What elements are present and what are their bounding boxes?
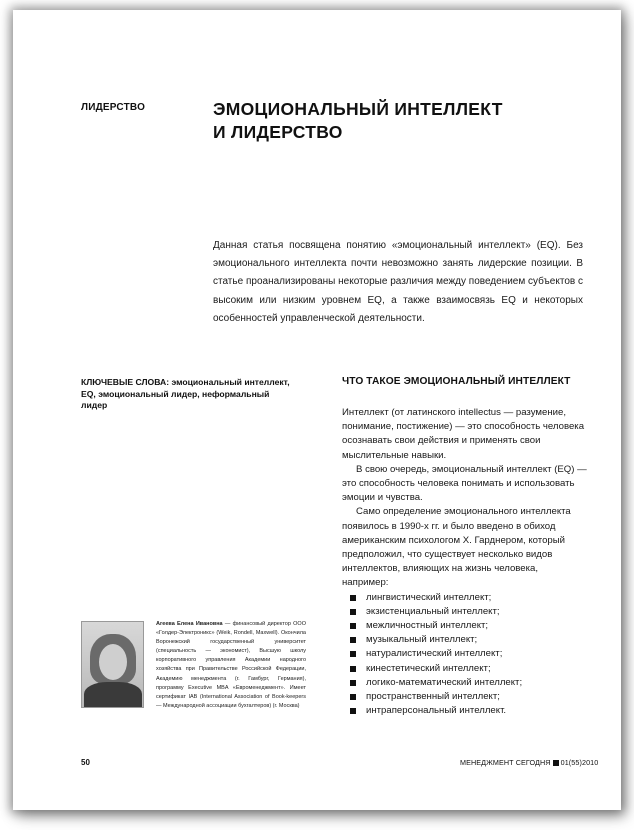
article-abstract: Данная статья посвящена понятию «эмоциональный интеллект» (EQ). Без эмоционального интеллекта почти невозможно занять лидерские позиции. В статье проанализированы некоторые различия между поведением субъектов с высоким или низким уровнем EQ, а также взаимосвязь EQ и некоторых особенностей управленческой деятельности. [213,240,583,324]
journal-name: МЕНЕДЖМЕНТ СЕГОДНЯ [460,758,551,767]
list-item: лингвистический интеллект; [350,591,587,605]
author-bio [156,620,306,711]
keywords-label: КЛЮЧЕВЫЕ СЛОВА: [81,377,170,387]
list-item: пространственный интеллект; [350,690,587,704]
author-photo [81,621,144,708]
journal-issue: 01(55)2010 [560,758,599,767]
body-paragraph-3: Само определение эмоционального интеллекта появилось в 1990-х гг. и было введено в обиход американским психологом Х. Гарднером, который предположил, что существует несколько видов интеллектов, влияющих на жизнь человека, например: [342,506,571,589]
author-name: Агеева Елена Ивановна [156,621,223,627]
body-paragraph-1: Интеллект (от латинского intellectus — разумение, понимание, постижение) — это способность человека осознавать свои действия и применять свои мыслительные навыки. [342,407,585,461]
page-number: 50 [81,758,90,767]
journal-page [13,10,621,810]
list-item: интраперсональный интеллект. [350,704,587,718]
list-item: логико-математический интеллект; [350,676,587,690]
list-item: натуралистический интеллект; [350,647,587,661]
body-paragraph-2: В свою очередь, эмоциональный интеллект (EQ) — это способность человека понимать и использовать эмоции и чувства. [342,463,587,504]
list-item: музыкальный интеллект; [350,633,587,647]
list-item: экзистенциальный интеллект; [350,605,587,619]
section-heading: ЧТО ТАКОЕ ЭМОЦИОНАЛЬНЫЙ ИНТЕЛЛЕКТ [342,376,571,387]
journal-footer [460,758,598,767]
article-title [213,98,503,144]
article-title-line-2: И ЛИДЕРСТВО [213,122,343,142]
author-photo-face [99,644,127,680]
section-label: ЛИДЕРСТВО [81,102,146,113]
author-photo-body [84,682,142,708]
list-item: межличностный интеллект; [350,619,587,633]
square-bullet-icon [553,760,559,766]
keywords-text: эмоциональный интеллект, EQ, эмоциональный лидер, неформальный лидер [81,377,290,410]
author-bio-text: — финансовый директор ООО «Голдер-Электроникс» (Weik, Rondell, Maxwell). Окончила Воронежский государственный университет (специальность — экономист), Высшую школу корпоративного управления Академии народного хозяйства при Правительстве Российской Федерации, Академию менеджмента (г. Гамбург, Германия), программу Executive MBA «Евроменеджмент». Имеет сертификат IAB (International Association of Book-keepers — Международной ассоциации бухгалтеров) (г. Москва) [156,621,306,709]
article-body [342,406,587,718]
keywords-block [81,377,291,412]
intelligence-list [350,591,587,719]
article-title-line-1: ЭМОЦИОНАЛЬНЫЙ ИНТЕЛЛЕКТ [213,99,503,119]
list-item: кинестетический интеллект; [350,662,587,676]
